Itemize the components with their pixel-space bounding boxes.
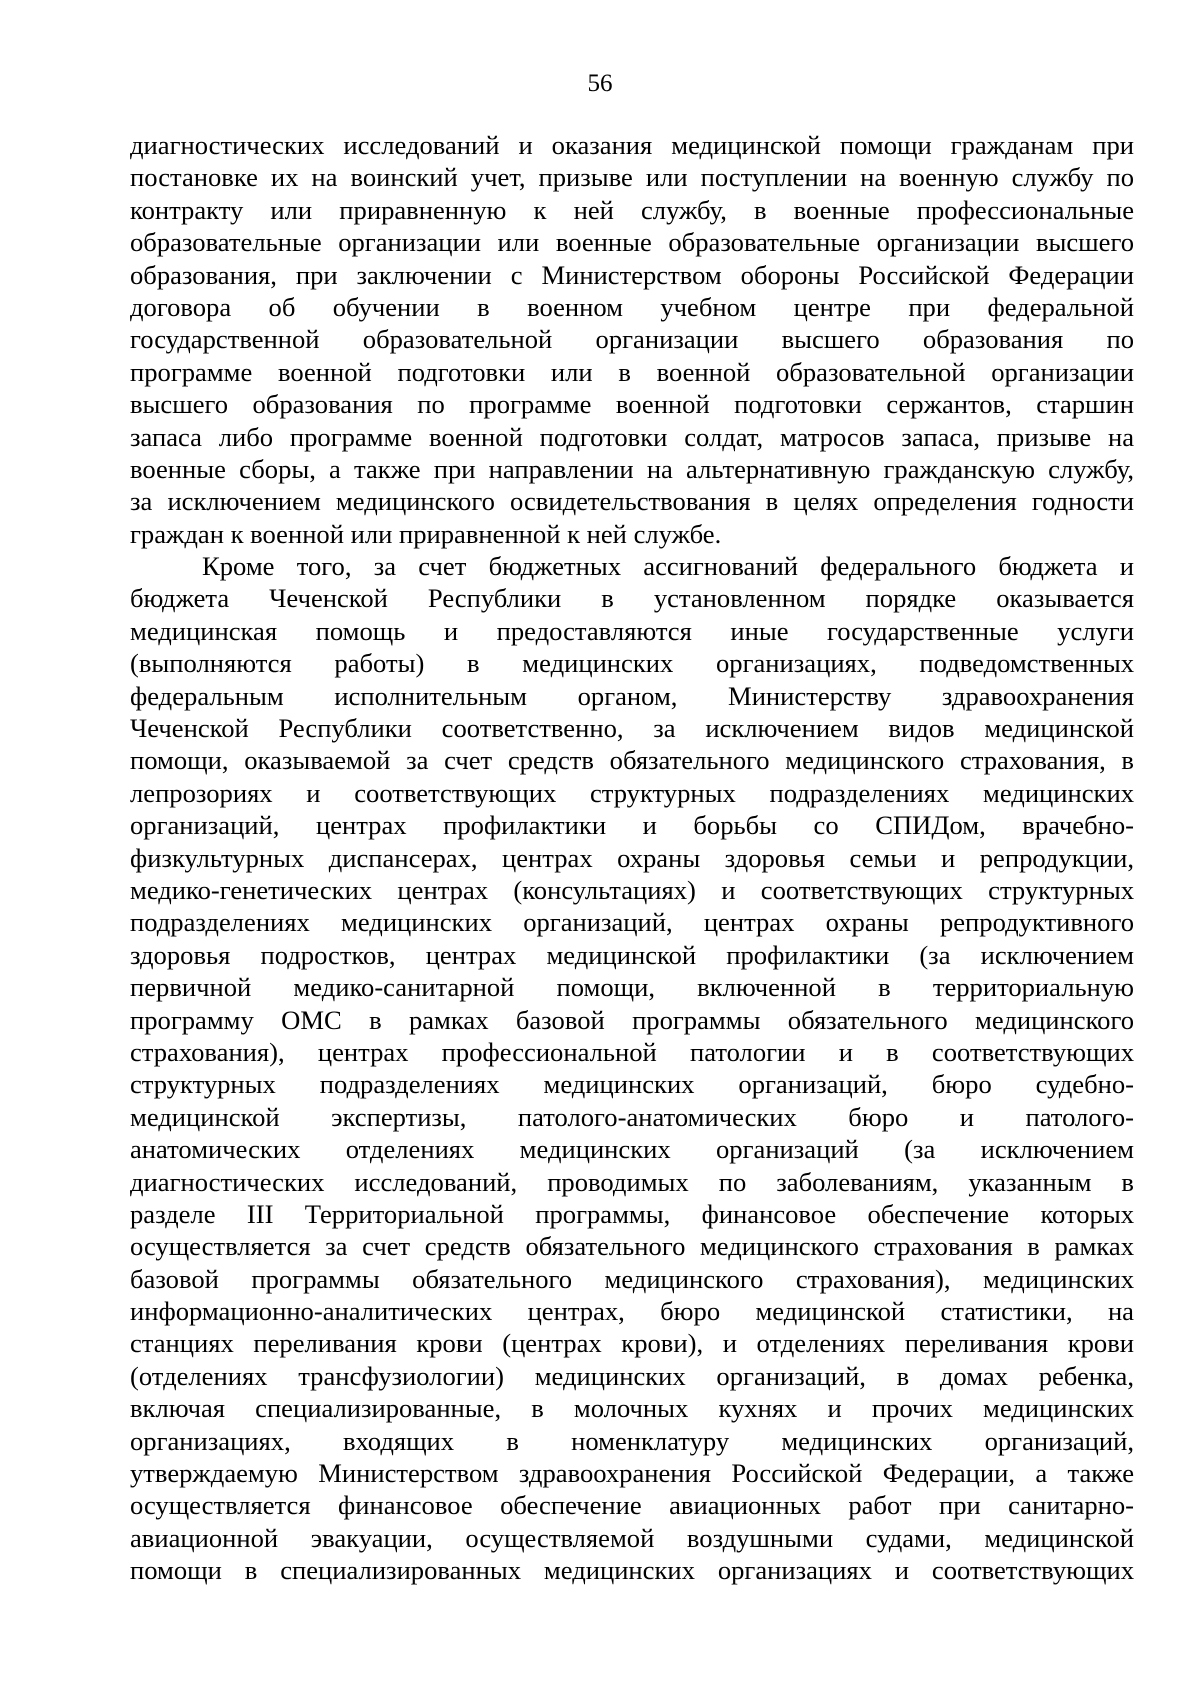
text-line: включая специализированные, в молочных кухнях и прочих медицинских <box>130 1393 1134 1424</box>
text-line: образовательные организации или военные образовательные организации высшего <box>130 227 1134 258</box>
text-line: программе военной подготовки или в военной образовательной организации <box>130 356 1134 387</box>
text-line: за исключением медицинского освидетельствования в целях определения годности <box>130 486 1134 517</box>
text-line: образования, при заключении с Министерством обороны Российской Федерации <box>130 259 1134 290</box>
text-line: организаций, центрах профилактики и борьбы со СПИДом, врачебно- <box>130 810 1134 841</box>
text-line: организациях, входящих в номенклатуру медицинских организаций, <box>130 1425 1134 1456</box>
text-line: (отделениях трансфузиологии) медицинских организаций, в домах ребенка, <box>130 1360 1134 1391</box>
text-line: военные сборы, а также при направлении на альтернативную гражданскую службу, <box>130 453 1134 484</box>
text-line: высшего образования по программе военной подготовки сержантов, старшин <box>130 389 1134 420</box>
text-line: информационно-аналитических центрах, бюро медицинской статистики, на <box>130 1296 1134 1327</box>
text-line: осуществляется за счет средств обязательного медицинского страхования в рамках <box>130 1231 1134 1262</box>
text-line: подразделениях медицинских организаций, центрах охраны репродуктивного <box>130 907 1134 938</box>
text-line: бюджета Чеченской Республики в установленном порядке оказывается <box>130 583 1134 614</box>
text-line: граждан к военной или приравненной к ней службе. <box>130 518 722 549</box>
text-line: программу ОМС в рамках базовой программы обязательного медицинского <box>130 1004 1134 1035</box>
text-line: лепрозориях и соответствующих структурных подразделениях медицинских <box>130 777 1134 808</box>
text-line: базовой программы обязательного медицинского страхования), медицинских <box>130 1263 1134 1294</box>
text-line: контракту или приравненную к ней службу, в военные профессиональные <box>130 194 1134 225</box>
text-line: утверждаемую Министерством здравоохранения Российской Федерации, а также <box>130 1458 1134 1489</box>
text-line: станциях переливания крови (центрах крови), и отделениях переливания крови <box>130 1328 1134 1359</box>
text-line: страхования), центрах профессиональной патологии и в соответствующих <box>130 1036 1134 1067</box>
text-line: запаса либо программе военной подготовки солдат, матросов запаса, призыве на <box>130 421 1134 452</box>
text-line: федеральным исполнительным органом, Министерству здравоохранения <box>130 680 1134 711</box>
text-line: помощи в специализированных медицинских организациях и соответствующих <box>130 1555 1134 1586</box>
text-line: физкультурных диспансерах, центрах охраны здоровья семьи и репродукции, <box>130 842 1134 873</box>
text-line: разделе III Территориальной программы, финансовое обеспечение которых <box>130 1198 1134 1229</box>
text-line: осуществляется финансовое обеспечение авиационных работ при санитарно- <box>130 1490 1134 1521</box>
text-line: медицинской экспертизы, патолого-анатомических бюро и патолого- <box>130 1101 1134 1132</box>
text-line: постановке их на воинский учет, призыве или поступлении на военную службу по <box>130 162 1134 193</box>
text-line: договора об обучении в военном учебном центре при федеральной <box>130 291 1134 322</box>
paragraph-first-line: Кроме того, за счет бюджетных ассигнований федерального бюджета и <box>202 551 1134 582</box>
text-line: авиационной эвакуации, осуществляемой воздушными судами, медицинской <box>130 1522 1134 1553</box>
page-number: 56 <box>587 70 613 97</box>
text-line: структурных подразделениях медицинских организаций, бюро судебно- <box>130 1069 1134 1100</box>
text-line: медико-генетических центрах (консультациях) и соответствующих структурных <box>130 874 1134 905</box>
text-line: медицинская помощь и предоставляются иные государственные услуги <box>130 615 1134 646</box>
text-line: первичной медико-санитарной помощи, включенной в территориальную <box>130 972 1134 1003</box>
body-text <box>130 129 1134 1587</box>
text-line: Чеченской Республики соответственно, за исключением видов медицинской <box>130 713 1134 744</box>
text-line: здоровья подростков, центрах медицинской профилактики (за исключением <box>130 939 1134 970</box>
text-line: (выполняются работы) в медицинских организациях, подведомственных <box>130 648 1134 679</box>
text-line: анатомических отделениях медицинских организаций (за исключением <box>130 1134 1134 1165</box>
text-line: государственной образовательной организации высшего образования по <box>130 324 1134 355</box>
text-line: диагностических исследований, проводимых по заболеваниям, указанным в <box>130 1166 1134 1197</box>
text-line: помощи, оказываемой за счет средств обязательного медицинского страхования, в <box>130 745 1134 776</box>
text-line: диагностических исследований и оказания медицинской помощи гражданам при <box>130 130 1134 160</box>
